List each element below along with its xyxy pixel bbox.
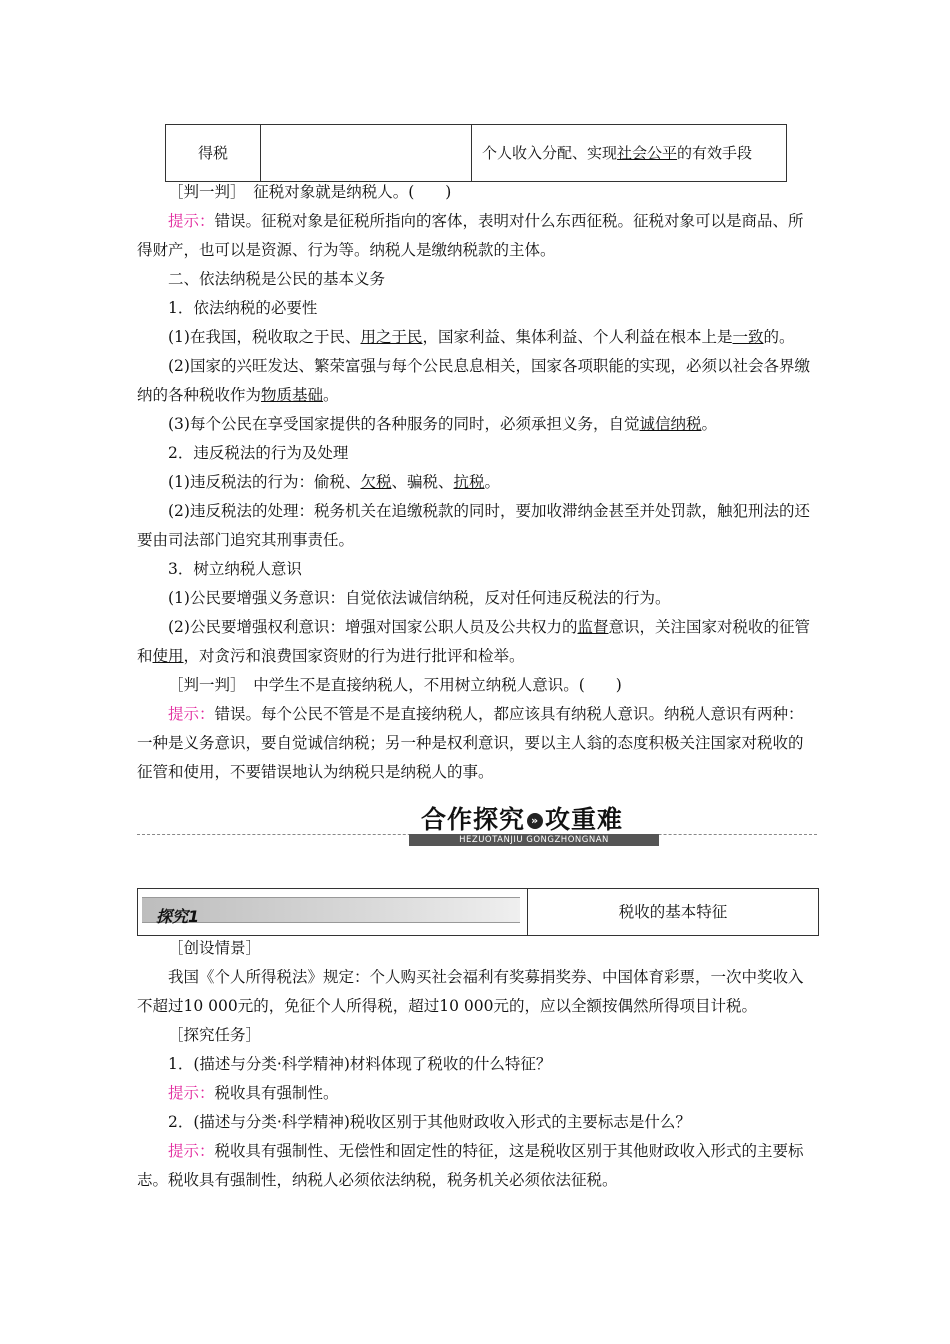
banner-title: 合作探究 » 攻重难 (421, 805, 624, 834)
judge-question-1: ［判一判］ 征税对象就是纳税人。( ) (168, 183, 452, 201)
hint-2: 提示：错误。每个公民不管是不是直接纳税人，都应该具有纳税人意识。纳税人意识有两种：一种是义务意识，要自觉诚信纳税；另一种是权利意识，要以主人翁的态度积极关注国家对税收的征管和使用，不要错误地认为纳税只是纳税人的事。 (137, 705, 804, 781)
section-basics (137, 178, 817, 787)
scene-text: 我国《个人所得税法》规定：个人购买社会福利有奖募捐奖券、中国体育彩票，一次中奖收入不超过10 000元的，免征个人所得税，超过10 000元的，应以全额按偶然所得项目计税。 (137, 968, 804, 1015)
answer-2: 提示：税收具有强制性、无偿性和固定性的特征，这是税收区别于其他财政收入形式的主要标志。税收具有强制性，纳税人必须依法纳税，税务机关必须依法征税。 (137, 1142, 804, 1189)
paragraph-1: (1)在我国，税收取之于民、用之于民，国家利益、集体利益、个人利益在根本上是一致的。 (168, 328, 795, 346)
arrow-icon: » (527, 813, 543, 829)
paragraph-4: (1)违反税法的行为：偷税、欠税、骗税、抗税。 (168, 473, 501, 491)
subheading-violations: 2．违反税法的行为及处理 (168, 444, 349, 462)
paragraph-6: (1)公民要增强义务意识：自觉依法诚信纳税，反对任何违反税法的行为。 (168, 589, 671, 607)
table-cell-term: 得税 (166, 125, 261, 182)
table-cell-empty (261, 125, 472, 182)
explore-topic: 税收的基本特征 (618, 903, 728, 921)
paragraph-5: (2)违反税法的处理：税务机关在追缴税款的同时，要加收滞纳金甚至并处罚款，触犯刑法的还要由司法部门追究其刑事责任。 (137, 502, 810, 549)
subheading-necessity: 1．依法纳税的必要性 (168, 299, 318, 317)
tax-table-fragment (165, 124, 787, 182)
explore-tag (142, 897, 520, 926)
banner-subtitle: HEZUOTANJIU GONGZHONGNAN (409, 834, 659, 846)
paragraph-7: (2)公民要增强权利意识：增强对国家公职人员及公共权力的监督意识，关注国家对税收的征管和使用，对贪污和浪费国家资财的行为进行批评和检举。 (137, 618, 810, 665)
subheading-awareness: 3．树立纳税人意识 (168, 560, 302, 578)
section-heading-2: 二、依法纳税是公民的基本义务 (168, 270, 386, 288)
question-2: 2．(描述与分类·科学精神)税收区别于其他财政收入形式的主要标志是什么？ (168, 1113, 691, 1131)
question-1: 1．(描述与分类·科学精神)材料体现了税收的什么特征？ (168, 1055, 552, 1073)
hint-1: 提示：错误。征税对象是征税所指向的客体，表明对什么东西征税。征税对象可以是商品、所得财产，也可以是资源、行为等。纳税人是缴纳税款的主体。 (137, 212, 804, 259)
paragraph-2: (2)国家的兴旺发达、繁荣富强与每个公民息息相关，国家各项职能的实现，必须以社会各界缴纳的各种税收作为物质基础。 (137, 357, 810, 404)
task-heading: ［探究任务］ (168, 1026, 262, 1044)
paragraph-3: (3)每个公民在享受国家提供的各种服务的同时，必须承担义务，自觉诚信纳税。 (168, 415, 717, 433)
explore-header (137, 888, 819, 936)
section-explore-1 (137, 934, 817, 1195)
judge-question-2: ［判一判］ 中学生不是直接纳税人，不用树立纳税人意识。( ) (168, 676, 622, 694)
scene-heading: ［创设情景］ (168, 939, 262, 957)
section-banner (137, 800, 817, 848)
table-cell-description: 个人收入分配、实现社会公平的有效手段 (472, 125, 787, 182)
explore-label: 探究1 (156, 907, 200, 926)
answer-1: 提示：税收具有强制性。 (168, 1084, 339, 1102)
